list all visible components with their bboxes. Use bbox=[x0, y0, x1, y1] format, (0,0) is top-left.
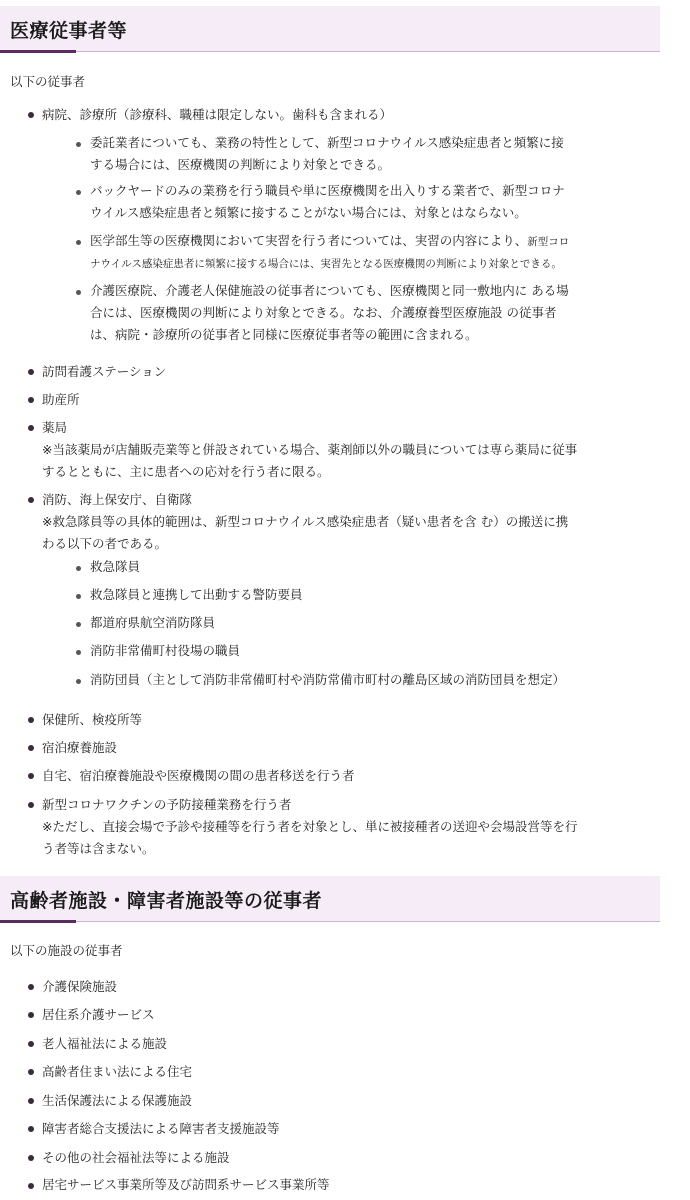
bullet-icon bbox=[28, 112, 34, 118]
bullet-icon bbox=[28, 745, 34, 751]
bullet-icon bbox=[76, 622, 81, 627]
list-item-facility: 生活保護法による保護施設 bbox=[42, 1093, 193, 1108]
list-item-sub-contractor: 委託業者についても、業務の特性として、新型コロナウイルス感染症患者と頻繁に接 する場合には、医療機関の判断により対象とできる。 bbox=[90, 135, 564, 172]
list-item-fire-sub: 救急隊員 bbox=[90, 559, 141, 574]
bullet-icon bbox=[28, 1069, 34, 1075]
list-item-facility: 障害者総合支援法による障害者支援施設等 bbox=[42, 1121, 280, 1136]
bullet-icon bbox=[28, 497, 34, 503]
list-item-facility: 老人福祉法による施設 bbox=[42, 1036, 168, 1051]
list-item-health-center: 保健所、検疫所等 bbox=[42, 712, 143, 727]
bullet-icon bbox=[28, 1126, 34, 1132]
list-item-vaccine: 新型コロナワクチンの予防接種業務を行う者 ※ただし、直接会場で予診や接種等を行う者を対象とし、単に被接種者の送迎や会場設営等を行 う者等は含まない。 bbox=[42, 797, 578, 856]
bullet-icon bbox=[28, 1155, 34, 1161]
bullet-icon bbox=[28, 1183, 34, 1189]
list-item-pharmacy: 薬局 ※当該薬局が店舗販売業等と併設されている場合、薬剤師以外の職員については専ら薬局に従事 するとともに、主に患者への応対を行う者に限る。 bbox=[42, 420, 578, 479]
list-item-visiting-nursing: 訪問看護ステーション bbox=[42, 364, 167, 379]
list-item-sub-care-facility: 介護医療院、介護老人保健施設の従事者についても、医療機関と同一敷地内に ある場 合には、医療機関の判断により対象とできる。なお、介護療養型医療施設 の従事者 は、病院・診療所の従事者と同様に医療従事者等の範囲に含まれる。 bbox=[90, 283, 569, 342]
header-accent-bar bbox=[0, 50, 76, 53]
bullet-icon bbox=[76, 594, 81, 599]
bullet-icon bbox=[76, 566, 81, 571]
list-item-lodging: 宿泊療養施設 bbox=[42, 740, 118, 755]
bullet-icon bbox=[28, 1041, 34, 1047]
list-item-fire-sub: 消防団員（主として消防非常備町村や消防常備市町村の離島区域の消防団員を想定） bbox=[90, 672, 566, 687]
list-item-hospital: 病院、診療所（診療科、職種は限定しない。歯科も含まれる） bbox=[42, 107, 393, 122]
list-item-facility: 介護保険施設 bbox=[42, 979, 118, 994]
list-item-fire-sub: 救急隊員と連携して出動する警防要員 bbox=[90, 587, 303, 602]
section-intro: 以下の施設の従事者 bbox=[10, 943, 123, 958]
list-item-midwifery: 助産所 bbox=[42, 392, 80, 407]
section-title: 高齢者施設・障害者施設等の従事者 bbox=[10, 890, 323, 912]
section-intro: 以下の従事者 bbox=[10, 74, 86, 89]
bullet-icon bbox=[76, 142, 81, 147]
bullet-icon bbox=[28, 1098, 34, 1104]
bullet-icon bbox=[28, 1012, 34, 1018]
bullet-icon bbox=[28, 802, 34, 808]
list-item-fire-sub: 消防非常備町村役場の職員 bbox=[90, 643, 241, 658]
bullet-icon bbox=[28, 369, 34, 375]
bullet-icon bbox=[28, 984, 34, 990]
section-header-facilities bbox=[0, 876, 660, 922]
list-item-sub-backyard: バックヤードのみの業務を行う職員や単に医療機関を出入りする業者で、新型コロナ ウイルス感染症患者と頻繁に接することがない場合には、対象とはならない。 bbox=[90, 183, 565, 220]
bullet-icon bbox=[76, 240, 81, 245]
list-item-facility: その他の社会福祉法等による施設 bbox=[42, 1150, 230, 1165]
list-item-transport: 自宅、宿泊療養施設や医療機関の間の患者移送を行う者 bbox=[42, 768, 355, 783]
list-item-fire: 消防、海上保安庁、自衛隊 ※救急隊員等の具体的範囲は、新型コロナウイルス感染症患者（疑い患者を含 む）の搬送に携 わる以下の者である。 bbox=[42, 492, 569, 551]
bullet-icon bbox=[28, 425, 34, 431]
list-item-fire-sub: 都道府県航空消防隊員 bbox=[90, 615, 216, 630]
bullet-icon bbox=[76, 190, 81, 195]
header-accent-bar bbox=[0, 920, 76, 923]
list-item-sub-students: 医学部生等の医療機関において実習を行う者については、実習の内容により、新型コロ ナウイルス感染症患者に頻繁に接する場合には、実習先となる医療機関の判断により対象とできる。 bbox=[90, 233, 570, 270]
bullet-icon bbox=[28, 717, 34, 723]
bullet-icon bbox=[76, 679, 81, 684]
list-item-facility: 居住系介護サービス bbox=[42, 1007, 155, 1022]
bullet-icon bbox=[28, 397, 34, 403]
section-header-medical bbox=[0, 6, 660, 52]
list-item-facility: 高齢者住まい法による住宅 bbox=[42, 1064, 193, 1079]
bullet-icon bbox=[76, 650, 81, 655]
list-item-facility: 居宅サービス事業所等及び訪問系サービス事業所等 bbox=[42, 1177, 330, 1192]
section-title: 医療従事者等 bbox=[10, 20, 128, 42]
bullet-icon bbox=[76, 290, 81, 295]
bullet-icon bbox=[28, 773, 34, 779]
